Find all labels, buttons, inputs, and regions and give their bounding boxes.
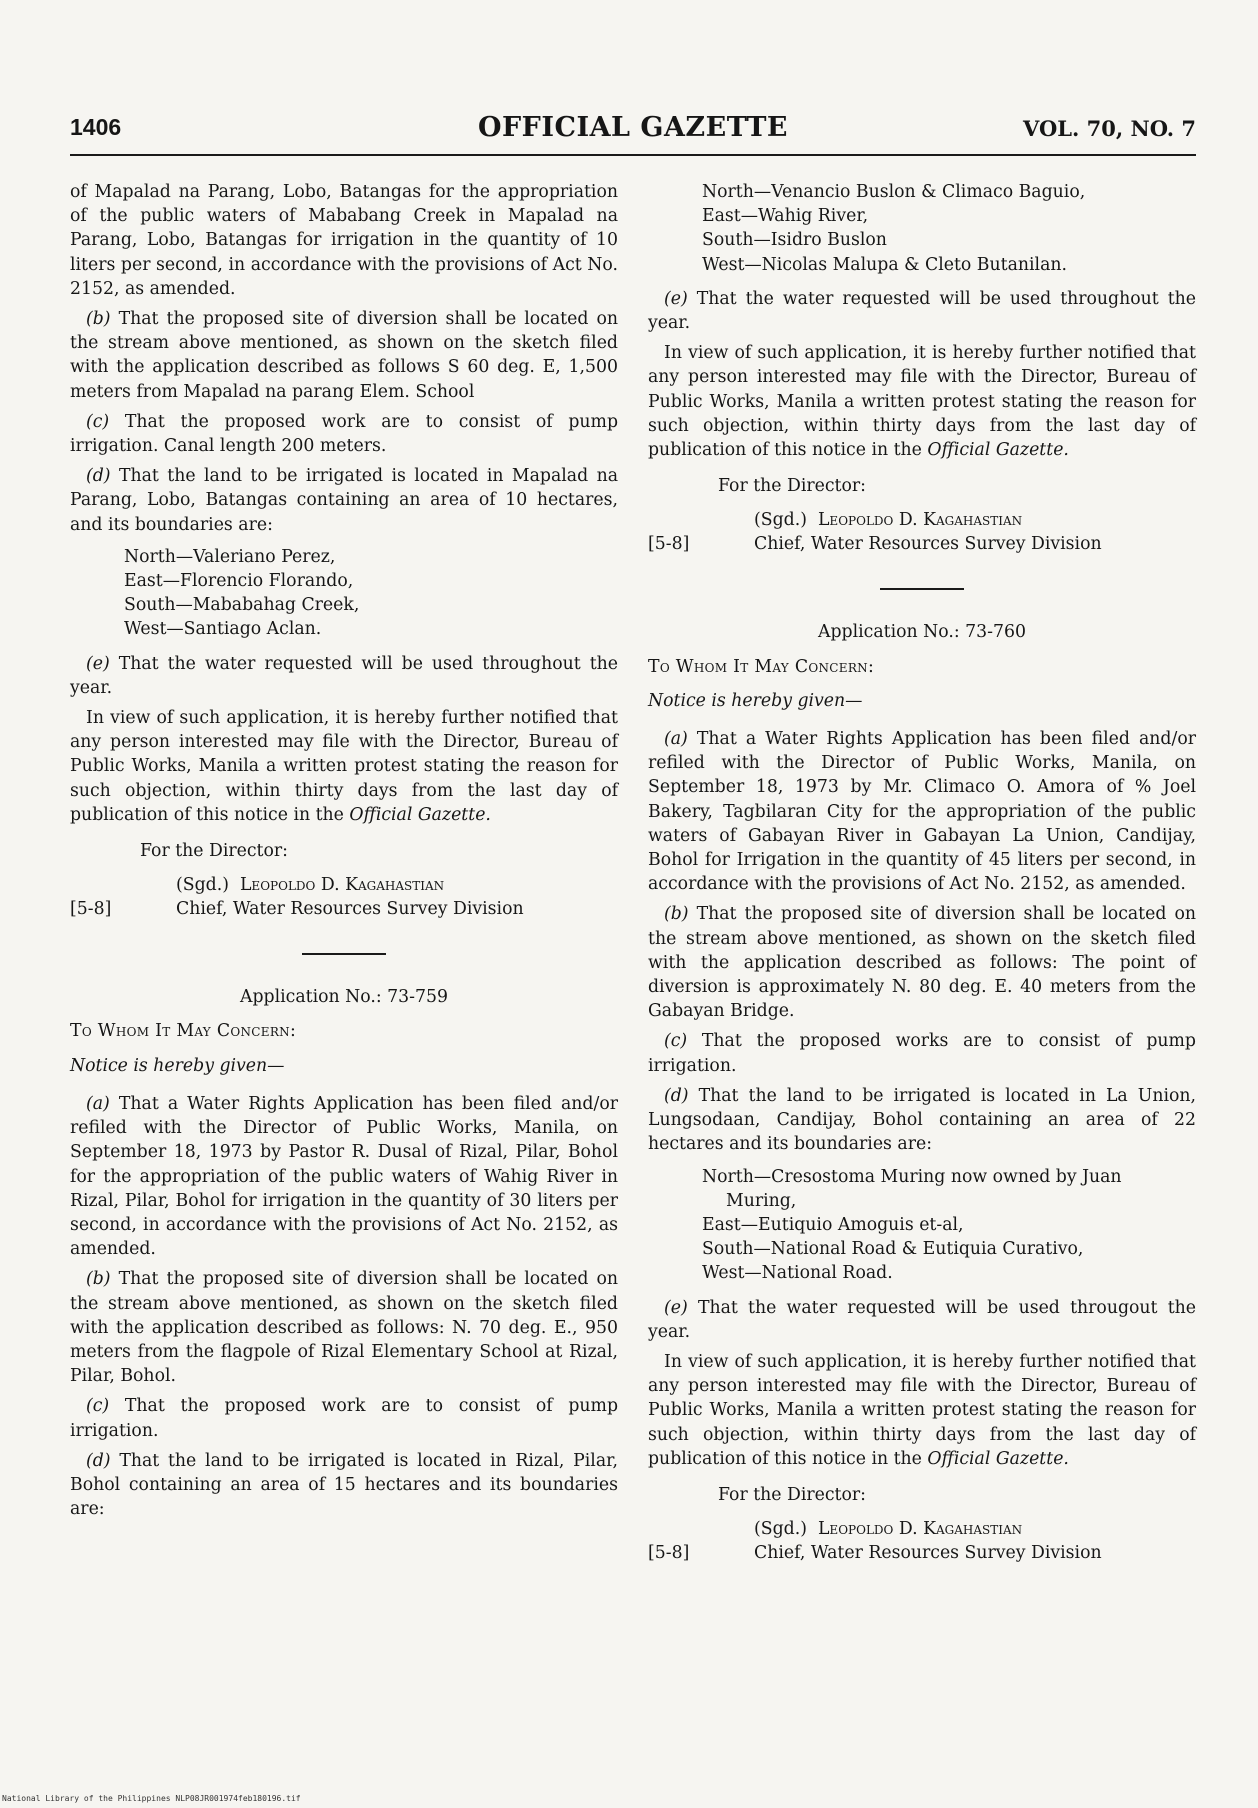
paragraph-text: That the land to be irrigated is located in La Union, Lungsodaan, Candijay, Bohol containing an area of 22 hectares and its boundaries are: — [648, 1085, 1197, 1155]
item-label: (d) — [664, 1085, 689, 1106]
paragraph-text: That the land to be irrigated is located in Rizal, Pilar, Bohol containing an area of 15 hectares and its boundaries are: — [70, 1450, 618, 1520]
paragraph-b — [70, 307, 618, 404]
paragraph-d — [70, 1449, 618, 1522]
item-label: (e) — [664, 288, 688, 309]
paragraph-text: That the proposed works are to consist of pump irrigation. — [648, 1031, 1196, 1076]
paragraph-c — [648, 1029, 1196, 1077]
boundary-east: East—Wahig River, — [702, 206, 869, 227]
issue-reference: [5-8] — [648, 1543, 690, 1564]
paragraph-e — [70, 652, 618, 700]
signature-block — [648, 1517, 1196, 1567]
boundaries-list — [702, 1165, 1196, 1286]
notice-line: Notice is hereby given— — [70, 1055, 285, 1076]
signer-title: Chief, Water Resources Survey Division — [176, 899, 524, 920]
paragraph-e — [648, 287, 1196, 335]
boundary-west: West—Nicolas Malupa & Cleto Butanilan. — [702, 254, 1067, 275]
signer-title: Chief, Water Resources Survey Division — [754, 1543, 1102, 1564]
left-column — [70, 180, 618, 1527]
paragraph-b — [70, 1267, 618, 1388]
protest-paragraph: In view of such application, it is hereby further notified that any person interested may file with the Director, Bureau of Public Works, Manila a written protest stating the reason for such objection, within thirty days from the last day of publication of this notice in the Official Gazette. — [648, 1351, 1196, 1469]
paragraph-e — [648, 1296, 1196, 1344]
paragraph-text: That the proposed site of diversion shall be located on the stream above mentioned, as shown on the sketch filed with the application described as follows S 60 deg. E, 1,500 meters from Mapalad na parang Elem. School — [70, 309, 618, 402]
salutation: To Whom It May Concern: — [70, 1021, 297, 1042]
paragraph-text: That the proposed site of diversion shall be located on the stream above mentioned, as shown on the sketch filed with the application described as follows: The point of diversion is approximately N. 80 deg. E. 40 meters from the Gabayan Bridge. — [648, 904, 1196, 1022]
boundaries-list — [702, 180, 1196, 277]
volume-number: VOL. 70, NO. 7 — [1023, 116, 1196, 141]
for-director: For the Director: — [718, 1484, 866, 1505]
item-label: (d) — [86, 466, 111, 487]
signed-line: (Sgd.) Leopoldo D. Kagahastian — [176, 875, 445, 896]
boundary-west: West—National Road. — [702, 1263, 893, 1284]
boundary-south: South—Isidro Buslon — [702, 230, 887, 251]
paragraph-a — [70, 1092, 618, 1261]
paragraph-text: That the proposed site of diversion shall be located on the stream above mentioned, as shown on the sketch filed with the application described as follows: N. 70 deg. E., 950 meters from the flagpole of Rizal Elementary School at Rizal, Pilar, Bohol. — [70, 1269, 618, 1387]
paragraph-c — [70, 410, 618, 458]
signed-line: (Sgd.) Leopoldo D. Kagahastian — [754, 1519, 1023, 1540]
publication-title: OFFICIAL GAZETTE — [477, 112, 789, 143]
section-divider — [302, 953, 386, 955]
application-heading: Application No.: 73-760 — [818, 622, 1026, 643]
item-label: (b) — [664, 904, 689, 925]
item-label: (e) — [86, 653, 110, 674]
boundary-north: North—Valeriano Perez, — [124, 546, 336, 567]
boundary-south: South—National Road & Eutiquia Curativo, — [702, 1239, 1084, 1260]
issue-reference: [5-8] — [70, 899, 112, 920]
boundary-east: East—Florencio Florando, — [124, 571, 354, 592]
signer-name: Leopoldo D. Kagahastian — [817, 510, 1023, 531]
item-label: (a) — [86, 1093, 110, 1114]
boundary-north: North—Venancio Buslon & Climaco Baguio, — [702, 182, 1086, 202]
gazette-name: Official Gazette. — [349, 804, 491, 825]
page-header — [70, 108, 1196, 156]
right-column — [648, 180, 1196, 1567]
paragraph-text: That the water requested will be used througout the year. — [648, 1297, 1196, 1342]
paragraph-text: That the proposed work are to consist of pump irrigation. — [70, 1396, 619, 1441]
boundary-east: East—Eutiquio Amoguis et-al, — [702, 1214, 964, 1235]
paragraph-text: That a Water Rights Application has been filed and/or refiled with the Director of Public Works, Manila, on September 18, 1973 by Pastor R. Dusal of Rizal, Pilar, Bohol for the appropriation of the public waters of Wahig River in Rizal, Pilar, Bohol for irrigation in the quantity of 30 liters per second, in accordance with the provisions of Act No. 2152, as amended. — [70, 1093, 618, 1260]
notice-line: Notice is hereby given— — [648, 690, 863, 711]
item-label: (c) — [664, 1031, 688, 1052]
for-director: For the Director: — [140, 841, 288, 862]
boundary-west: West—Santiago Aclan. — [124, 619, 322, 640]
scan-footer: National Library of the Philippines NLP08JR001974feb180196.tif — [2, 1794, 301, 1803]
gazette-name: Official Gazette. — [927, 440, 1069, 461]
signed-line: (Sgd.) Leopoldo D. Kagahastian — [754, 510, 1023, 531]
signature-block — [648, 508, 1196, 558]
gazette-name: Official Gazette. — [927, 1448, 1069, 1469]
signature-block — [70, 873, 618, 923]
item-label: (b) — [86, 309, 111, 330]
paragraph-a — [648, 727, 1196, 896]
paragraph-d — [648, 1084, 1196, 1157]
issue-reference: [5-8] — [648, 534, 690, 555]
item-label: (c) — [86, 1396, 110, 1417]
salutation: To Whom It May Concern: — [648, 656, 875, 677]
item-label: (a) — [664, 729, 688, 750]
item-label: (e) — [664, 1297, 688, 1318]
paragraph-c — [70, 1394, 618, 1442]
boundary-north: North—Cresostoma Muring now owned by Juan Muring, — [702, 1166, 1122, 1211]
paragraph-d — [70, 464, 618, 537]
signer-name: Leopoldo D. Kagahastian — [239, 875, 445, 896]
signer-title: Chief, Water Resources Survey Division — [754, 534, 1102, 555]
paragraph-text: That the land to be irrigated is located in Mapalad na Parang, Lobo, Batangas containing an area of 10 hectares, and its boundaries are: — [70, 466, 619, 535]
for-director: For the Director: — [718, 476, 866, 497]
signer-name: Leopoldo D. Kagahastian — [817, 1519, 1023, 1540]
paragraph-text: That the proposed work are to consist of pump irrigation. Canal length 200 meters. — [70, 411, 619, 457]
paragraph-text: That the water requested will be used throughout the year. — [648, 288, 1197, 334]
paragraph-b — [648, 902, 1196, 1023]
protest-paragraph: In view of such application, it is hereby further notified that any person interested may file with the Director, Bureau of Public Works, Manila a written protest stating the reason for such objection, within thirty days from the last day of publication of this notice in the Official Gazette. — [70, 708, 618, 825]
section-divider — [880, 588, 964, 590]
boundaries-list — [124, 545, 618, 642]
item-label: (d) — [86, 1450, 111, 1471]
item-label: (c) — [86, 411, 110, 432]
paragraph-text: That a Water Rights Application has been filed and/or refiled with the Director of Public Works, Manila, on September 18, 1973 by Mr. Climaco O. Amora of % Joel Bakery, Tagbilaran City for the appropriation of the public waters of Gabayan River in Gabayan La Union, Candijay, Bohol for Irrigation in the quantity of 45 liters per second, in accordance with the provisions of Act No. 2152, as amended. — [648, 729, 1196, 895]
boundary-south: South—Mababahag Creek, — [124, 595, 360, 616]
protest-paragraph: In view of such application, it is hereby further notified that any person interested may file with the Director, Bureau of Public Works, Manila a written protest stating the reason for such objection, within thirty days from the last day of publication of this notice in the Official Gazette. — [648, 343, 1196, 461]
application-heading: Application No.: 73-759 — [240, 987, 448, 1008]
paragraph-text: That the water requested will be used throughout the year. — [70, 653, 619, 698]
item-label: (b) — [86, 1269, 111, 1290]
page-number: 1406 — [70, 114, 122, 140]
paragraph: of Mapalad na Parang, Lobo, Batangas for the appropriation of the public waters of Mababang Creek in Mapalad na Parang, Lobo, Batangas for irrigation in the quantity of 10 liters per second, in accordance with the provisions of Act No. 2152, as amended. — [70, 182, 618, 299]
